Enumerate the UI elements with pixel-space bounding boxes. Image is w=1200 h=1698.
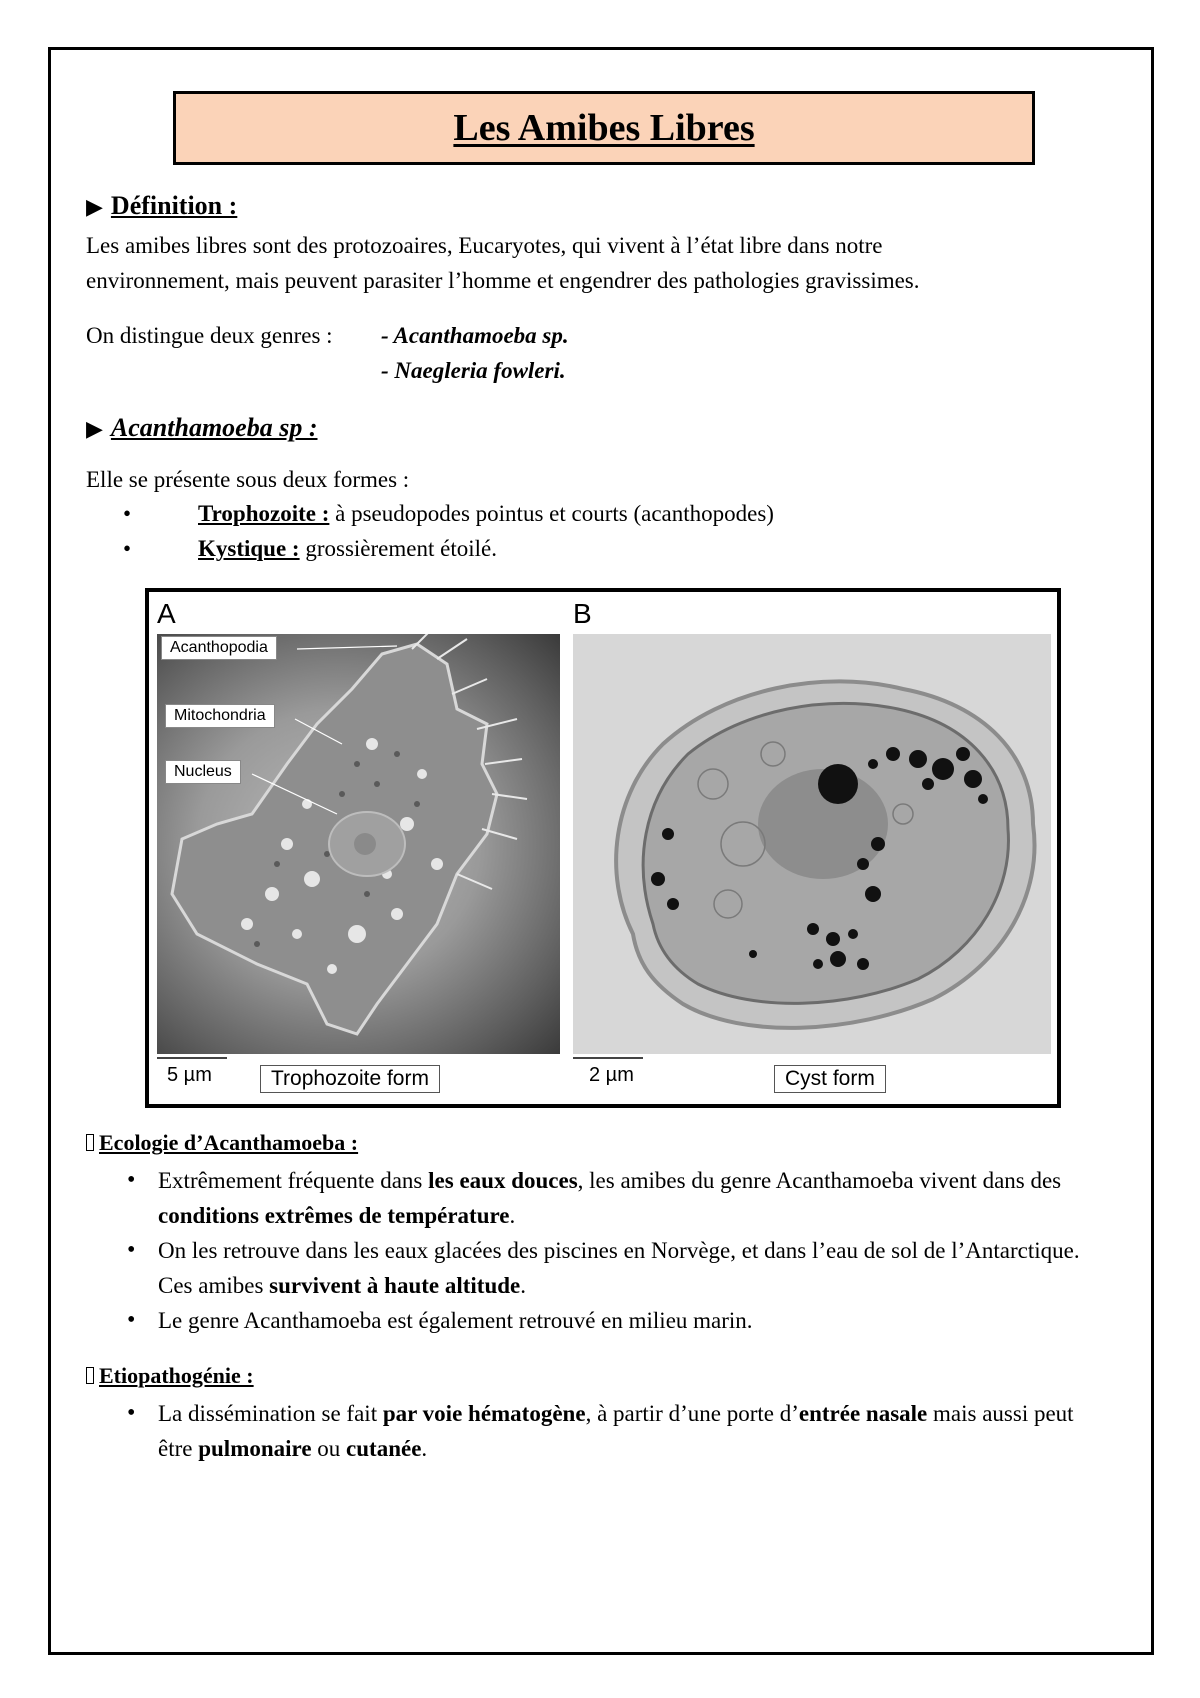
definition-line-2: environnement, mais peuvent parasiter l’homme et engendrer des pathologies gravissimes. <box>86 268 920 293</box>
item-text: Le genre Acanthamoeba est également retrouvé en milieu marin. <box>158 1308 753 1333</box>
cyst-image <box>573 634 1051 1054</box>
definition-line-1: Les amibes libres sont des protozoaires, Eucaryotes, qui vivent à l’état libre dans notre <box>86 233 883 258</box>
acanthamoeba-heading-text: Acanthamoeba sp : <box>110 413 318 442</box>
trophozoite-caption: Trophozoite form <box>260 1065 440 1093</box>
item-text: , les amibes du genre Acanthamoeba vivent dans des <box>577 1168 1062 1193</box>
item-bold: pulmonaire <box>198 1436 312 1461</box>
form-label: Trophozoite : <box>198 501 330 526</box>
item-text: , à partir d’une porte d’ <box>585 1401 799 1426</box>
scale-bar-b <box>573 1057 643 1059</box>
item-bold: survivent à haute altitude <box>269 1273 521 1298</box>
ecologie-heading <box>86 1125 358 1160</box>
item-bold: par voie hématogène <box>382 1401 586 1426</box>
item-text: Extrêmement fréquente dans <box>158 1168 429 1193</box>
scale-label-b: 2 µm <box>589 1064 634 1086</box>
item-text: . <box>421 1436 428 1461</box>
definition-heading-text: Définition : <box>110 191 238 220</box>
trophozoite-image <box>157 634 560 1054</box>
item-bold: cutanée <box>346 1436 422 1461</box>
page-title: Les Amibes Libres <box>453 107 755 149</box>
item-text: ou <box>311 1436 347 1461</box>
acanthopodia-label: Acanthopodia <box>161 636 277 660</box>
item-bold: conditions extrêmes de température <box>158 1203 510 1228</box>
genre-naegleria: - Naegleria fowleri. <box>381 358 566 383</box>
forms-intro: Elle se présente sous deux formes : <box>86 467 410 492</box>
triangle-icon: ▶ <box>86 416 103 441</box>
mitochondria-label: Mitochondria <box>165 704 275 728</box>
list-item: • Kystique : grossièrement étoilé. <box>123 536 497 561</box>
micrograph-figure <box>145 588 1061 1108</box>
checkbox-icon <box>86 1134 94 1151</box>
form-text: grossièrement étoilé. <box>299 536 497 561</box>
checkbox-icon <box>86 1367 94 1384</box>
ecologie-heading-text: Ecologie d’Acanthamoeba : <box>99 1130 359 1155</box>
item-bold: les eaux douces <box>428 1168 578 1193</box>
item-bold: entrée nasale <box>798 1401 928 1426</box>
item-text: . <box>509 1203 516 1228</box>
item-text: mais aussi peut être <box>158 1401 1074 1461</box>
triangle-icon: ▶ <box>86 194 103 219</box>
acanthamoeba-heading <box>86 410 318 446</box>
etiopathogenie-heading <box>86 1358 254 1393</box>
definition-heading <box>86 188 237 224</box>
item-text: La dissémination se fait <box>158 1401 383 1426</box>
trophozoite-micrograph <box>157 634 560 1054</box>
cyst-micrograph <box>573 634 1051 1054</box>
genres-intro: On distingue deux genres : <box>86 323 333 348</box>
etiopathogenie-list <box>123 1396 1083 1466</box>
cyst-caption: Cyst form <box>774 1065 886 1093</box>
etiopathogenie-heading-text: Etiopathogénie : <box>99 1363 254 1388</box>
item-text: On les retrouve dans les eaux glacées des piscines en Norvège, et dans l’eau de sol de l’Antarctique. Ces amibes <box>158 1238 1080 1298</box>
genre-acanthamoeba: - Acanthamoeba sp. <box>381 323 569 348</box>
panel-a-letter: A <box>157 598 176 629</box>
list-item: • Extrêmement fréquente dans les eaux douces, les amibes du genre Acanthamoeba vivent dans des conditions extrêmes de température. <box>127 1167 1062 1228</box>
item-text: . <box>520 1273 526 1298</box>
ecologie-list <box>123 1163 1083 1338</box>
title-box <box>173 91 1035 165</box>
forms-list <box>123 496 774 566</box>
list-item: • Le genre Acanthamoeba est également retrouvé en milieu marin. <box>127 1307 753 1333</box>
list-item: • La dissémination se fait par voie hématogène, à partir d’une porte d’entrée nasale mais aussi peut être pulmonaire ou cutanée. <box>127 1400 1074 1461</box>
list-item: • On les retrouve dans les eaux glacées des piscines en Norvège, et dans l’eau de sol de l’Antarctique. Ces amibes survivent à haute altitude. <box>127 1237 1080 1298</box>
panel-b-letter: B <box>573 598 592 629</box>
scale-label-a: 5 µm <box>167 1064 212 1086</box>
form-label: Kystique : <box>198 536 300 561</box>
scale-bar-a <box>157 1057 227 1059</box>
form-text: à pseudopodes pointus et courts (acanthopodes) <box>329 501 774 526</box>
nucleus-label: Nucleus <box>165 760 241 784</box>
list-item: • Trophozoite : à pseudopodes pointus et courts (acanthopodes) <box>123 501 774 526</box>
